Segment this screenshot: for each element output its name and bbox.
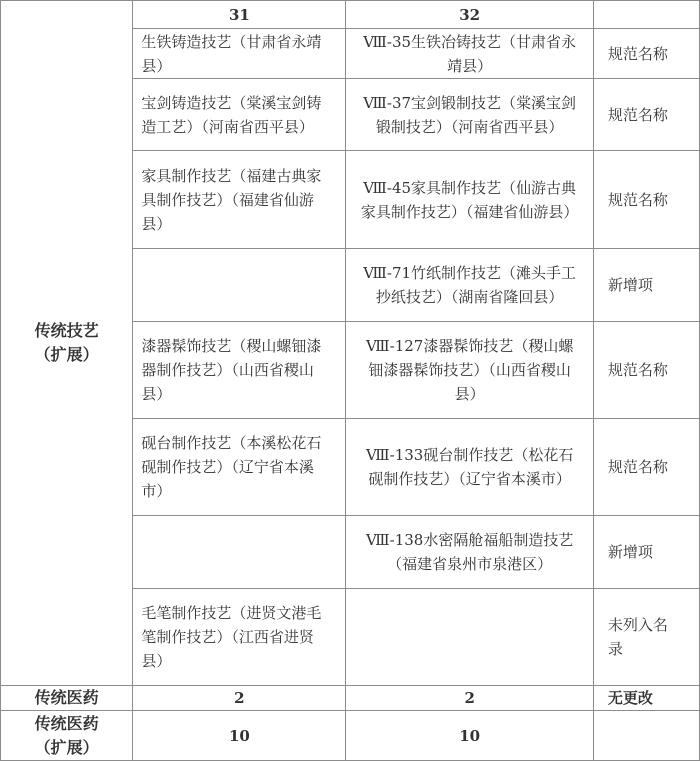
count-cell: 10 — [133, 711, 346, 761]
category-cell: 传统技艺（扩展） — [1, 1, 133, 686]
category-cell: 传统医药 — [1, 686, 133, 711]
status-cell: 规范名称 — [593, 29, 699, 79]
status-cell: 规范名称 — [593, 322, 699, 419]
old-item-cell: 宝剑铸造技艺（棠溪宝剑铸造工艺）（河南省西平县） — [133, 79, 346, 151]
new-item-cell: Ⅷ-127漆器髹饰技艺（稷山螺钿漆器髹饰技艺）（山西省稷山县） — [346, 322, 593, 419]
old-item-cell — [133, 516, 346, 589]
status-cell: 新增项 — [593, 249, 699, 322]
old-item-cell: 漆器髹饰技艺（稷山螺钿漆器制作技艺）（山西省稷山县） — [133, 322, 346, 419]
count-cell: 2 — [346, 686, 593, 711]
old-item-cell: 家具制作技艺（福建古典家具制作技艺）（福建省仙游县） — [133, 151, 346, 249]
table-header-row — [1, 1, 700, 29]
status-cell: 未列入名录 — [593, 589, 699, 686]
new-item-cell: Ⅷ-37宝剑锻制技艺（棠溪宝剑锻制技艺）（河南省西平县） — [346, 79, 593, 151]
status-cell: 无更改 — [593, 686, 699, 711]
new-item-cell: Ⅷ-71竹纸制作技艺（滩头手工抄纸技艺）（湖南省隆回县） — [346, 249, 593, 322]
old-item-cell: 生铁铸造技艺（甘肃省永靖县） — [133, 29, 346, 79]
old-item-cell — [133, 249, 346, 322]
status-cell: 规范名称 — [593, 419, 699, 516]
new-item-cell: Ⅷ-133砚台制作技艺（松花石砚制作技艺）（辽宁省本溪市） — [346, 419, 593, 516]
status-cell: 新增项 — [593, 516, 699, 589]
column-header-cell — [593, 1, 699, 29]
count-cell: 2 — [133, 686, 346, 711]
status-cell: 规范名称 — [593, 151, 699, 249]
category-cell: 传统医药（扩展） — [1, 711, 133, 761]
status-cell: 规范名称 — [593, 79, 699, 151]
table-row — [1, 711, 700, 761]
old-item-cell: 毛笔制作技艺（进贤文港毛笔制作技艺）（江西省进贤县） — [133, 589, 346, 686]
new-item-cell — [346, 589, 593, 686]
old-item-cell: 砚台制作技艺（本溪松花石砚制作技艺）（辽宁省本溪市） — [133, 419, 346, 516]
new-item-cell: Ⅷ-138水密隔舱福船制造技艺（福建省泉州市泉港区） — [346, 516, 593, 589]
status-cell — [593, 711, 699, 761]
new-item-cell: Ⅷ-35生铁冶铸技艺（甘肃省永靖县） — [346, 29, 593, 79]
column-header-cell: 32 — [346, 1, 593, 29]
table-row — [1, 686, 700, 711]
column-header-cell: 31 — [133, 1, 346, 29]
new-item-cell: Ⅷ-45家具制作技艺（仙游古典家具制作技艺）（福建省仙游县） — [346, 151, 593, 249]
count-cell: 10 — [346, 711, 593, 761]
